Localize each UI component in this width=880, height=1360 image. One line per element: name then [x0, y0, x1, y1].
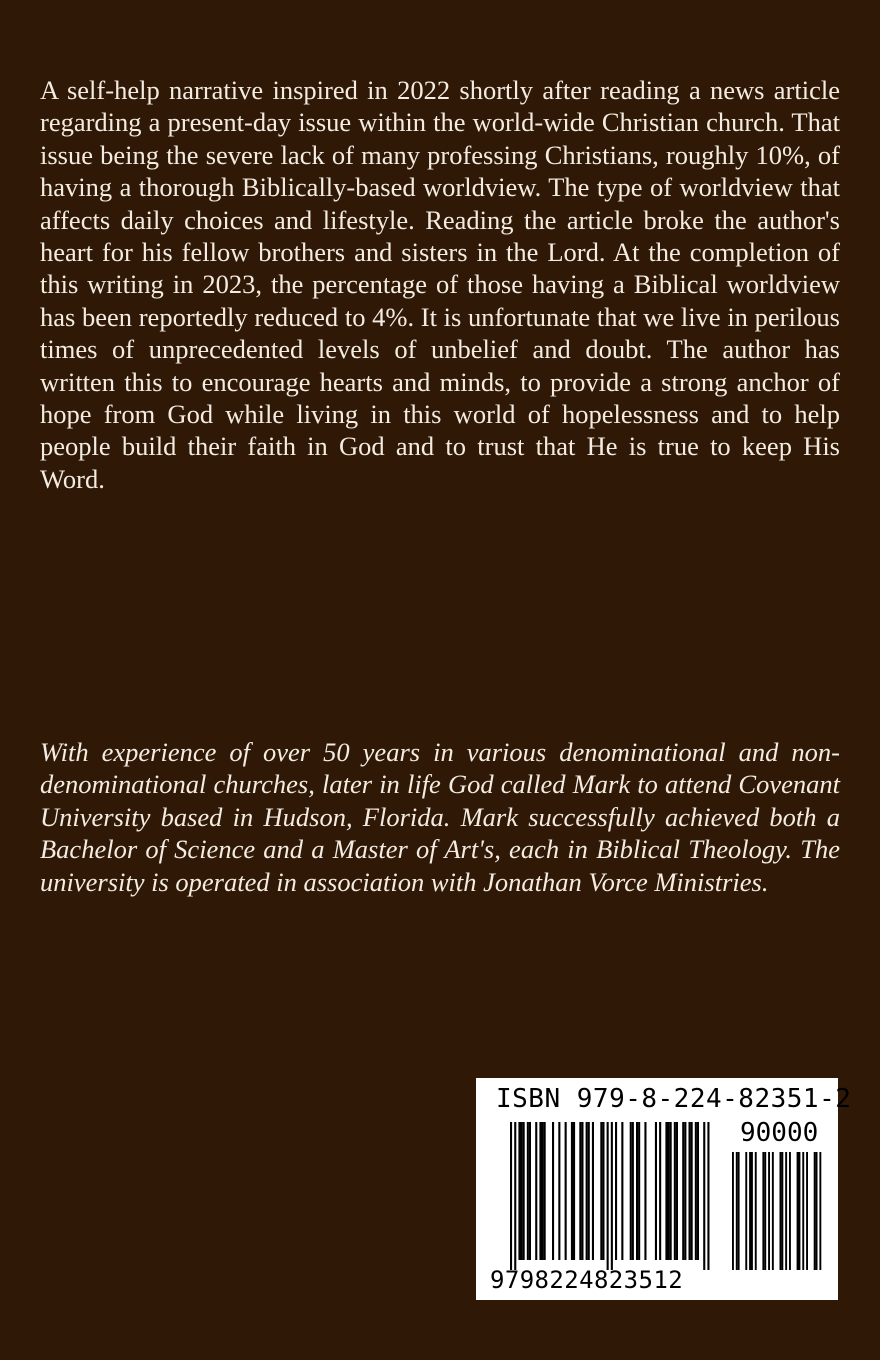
barcode-bar [527, 1122, 529, 1260]
barcode-addon-bar [745, 1152, 747, 1270]
barcode-bar [535, 1122, 537, 1260]
barcode-bar [514, 1122, 516, 1270]
barcode-bar [670, 1122, 672, 1260]
barcode-bar [542, 1122, 544, 1260]
barcode-addon-bar [780, 1152, 782, 1270]
barcode-addon-bar [816, 1152, 818, 1270]
barcode-bar [659, 1122, 661, 1260]
book-synopsis: A self-help narrative inspired in 2022 shortly after reading a news article regarding a present-day issue within the world-wide Christian church. That issue being the severe lack of many professing Christians, roughly 10%, of having a thorough Biblically-based worldview. The type of worldview that affects daily choices and lifestyle. Reading the article broke the author's heart for his fellow brothers and sisters in the Lord. At the completion of this writing in 2023, the percentage of those having a Biblical worldview has been reportedly reduced to 4%. It is unfortunate that we live in perilous times of unprecedented levels of unbelief and doubt. The author has written this to encourage hearts and minds, to provide a strong anchor of hope from God while living in this world of hopelessness and to help people build their faith in God and to trust that He is true to keep His Word. [40, 75, 840, 494]
barcode-bar [565, 1122, 567, 1260]
barcode-addon-bar [749, 1152, 751, 1270]
barcode-addon-bar [768, 1152, 770, 1270]
barcode-bar [638, 1122, 640, 1260]
barcode-addon-bar [751, 1152, 753, 1270]
barcode-bar [518, 1122, 520, 1260]
barcode-bar [539, 1122, 541, 1260]
barcode-addon-bar [736, 1152, 738, 1270]
barcode-bar [682, 1122, 684, 1260]
barcode-addon-bar [814, 1152, 816, 1270]
barcode-bar [581, 1122, 583, 1260]
barcode-addon-bar [799, 1152, 801, 1270]
barcode-bar [655, 1122, 657, 1260]
barcode-bar [521, 1122, 523, 1260]
barcode-bar [703, 1122, 705, 1270]
barcode-addon-bar [755, 1152, 757, 1270]
barcode-bar [636, 1122, 638, 1260]
barcode-addon-bar [785, 1152, 787, 1270]
barcode-bar [684, 1122, 686, 1260]
barcode-bar [665, 1122, 667, 1260]
barcode-bar [668, 1122, 670, 1260]
price-code: 90000 [740, 1118, 819, 1148]
barcode-addon-bar [806, 1152, 808, 1270]
barcode-bar [707, 1122, 709, 1270]
barcode-bar [552, 1122, 554, 1260]
barcode-addon-bar [732, 1152, 734, 1270]
barcode-bar [644, 1122, 646, 1260]
barcode-bar [621, 1122, 623, 1260]
barcode-bar [600, 1122, 602, 1260]
ean-digits: 9798224823512 [490, 1266, 684, 1294]
barcode-addon-bar [819, 1152, 821, 1270]
barcode-bar [697, 1122, 699, 1260]
barcode-addon-bar [789, 1152, 791, 1270]
isbn-barcode [476, 1078, 852, 1300]
barcode-bar [602, 1122, 604, 1260]
barcode-addon-bar [764, 1152, 766, 1270]
barcode-bar [630, 1122, 632, 1260]
author-bio: With experience of over 50 years in various denominational and non-denominational churches, later in life God called Mark to attend Covenant University based in Hudson, Florida. Mark successfully achieved both a Bachelor of Science and a Master of Art's, each in Biblical Theology. The university is operated in association with Jonathan Vorce Ministries. [40, 737, 840, 897]
barcode-bar [573, 1122, 575, 1260]
barcode-bar [586, 1122, 588, 1260]
barcode-bar [510, 1122, 512, 1270]
barcode-bar [607, 1122, 609, 1270]
barcode-bar [558, 1122, 560, 1260]
barcode-bar [691, 1122, 693, 1260]
barcode-bar [592, 1122, 594, 1260]
barcode-addon-bar [738, 1152, 740, 1270]
barcode-bar [544, 1122, 546, 1260]
barcode-bar [695, 1122, 697, 1260]
barcode-bar [676, 1122, 678, 1260]
barcode-addon-bar [797, 1152, 799, 1270]
barcode-bar [571, 1122, 573, 1260]
barcode-bar [529, 1122, 531, 1260]
barcode-bar [689, 1122, 691, 1260]
barcode-bar [579, 1122, 581, 1260]
barcode-bar [523, 1122, 525, 1260]
barcode-addon-bar [802, 1152, 804, 1270]
barcode-bar [615, 1122, 617, 1260]
barcode-bar [588, 1122, 590, 1260]
barcode-bar [674, 1122, 676, 1260]
barcode-bar [611, 1122, 613, 1270]
barcode-addon-bar [772, 1152, 774, 1270]
barcode-addon-bar [762, 1152, 764, 1270]
isbn-label: ISBN 979-8-224-82351-2 [496, 1084, 852, 1114]
barcode-addon-bar [781, 1152, 783, 1270]
barcode-bar [632, 1122, 634, 1260]
